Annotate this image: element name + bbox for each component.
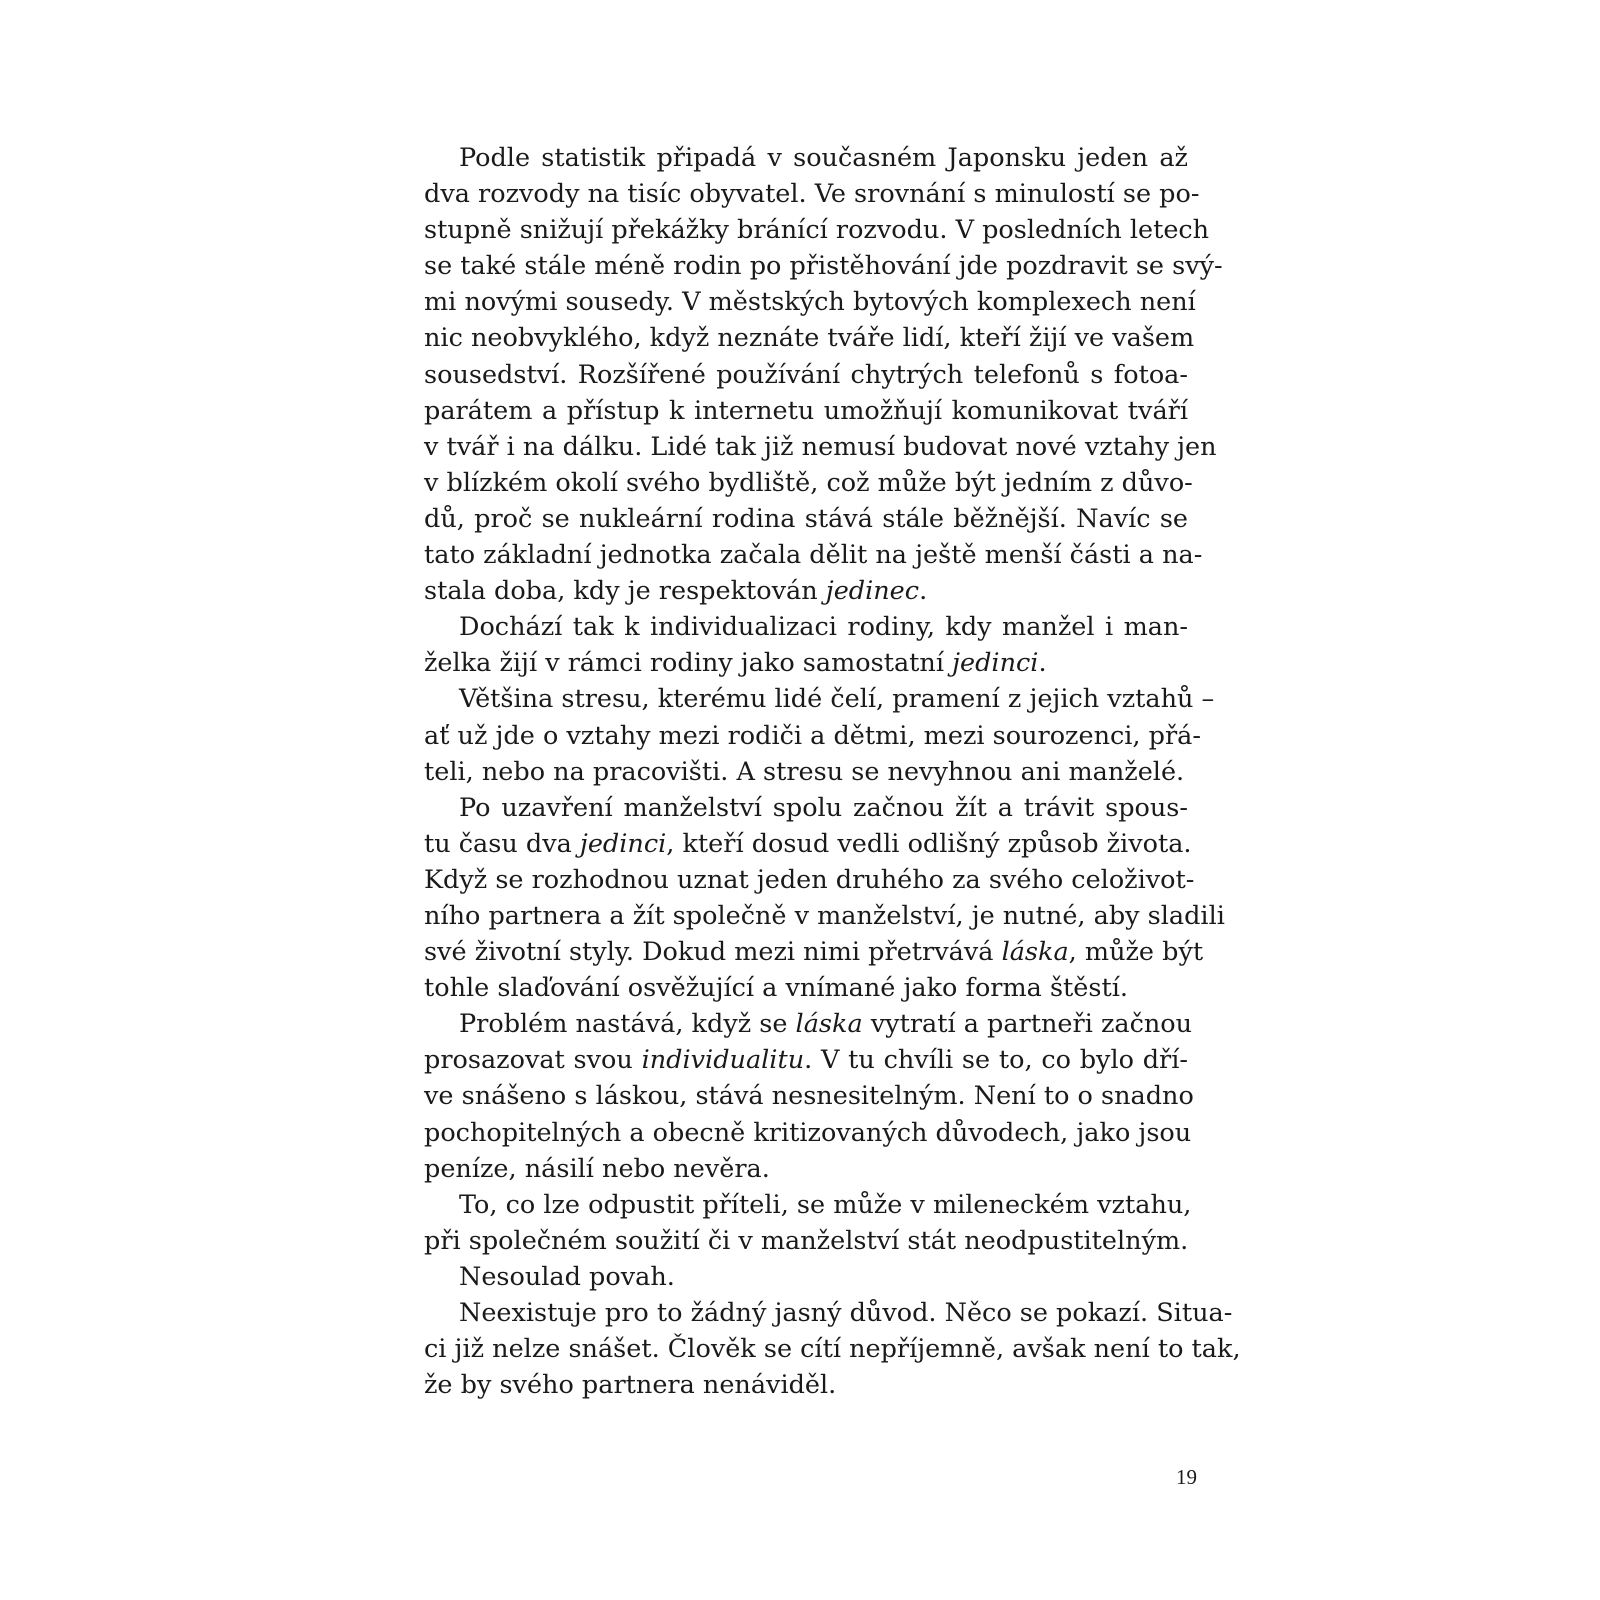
text-run: stupně snižují překážky bránící rozvodu. V posledních letech	[424, 215, 1210, 246]
text-line	[424, 609, 1188, 645]
text-line	[424, 1042, 1188, 1078]
text-line	[424, 176, 1200, 212]
text-run: To, co lze odpustit příteli, se může v mileneckém vztahu,	[459, 1189, 1192, 1220]
text-run: teli, nebo na pracovišti. A stresu se nevyhnou ani manželé.	[424, 756, 1185, 787]
text-line	[424, 1331, 1241, 1367]
text-run: ního partnera a žít společně v manželství, je nutné, aby sladili	[424, 900, 1225, 931]
text-run: , kteří dosud vedli odlišný způsob života.	[666, 828, 1192, 859]
text-run: , může být	[1068, 937, 1204, 968]
text-run: peníze, násilí nebo nevěra.	[424, 1153, 770, 1184]
text-run: pochopitelných a obecně kritizovaných důvodech, jako jsou	[424, 1117, 1192, 1148]
text-run: se také stále méně rodin po přistěhování jde pozdravit se svý-	[424, 251, 1223, 282]
text-line	[424, 248, 1223, 284]
text-line	[424, 862, 1195, 898]
text-line	[424, 320, 1195, 356]
text-line	[424, 393, 1188, 429]
text-run: tohle slaďování osvěžující a vnímané jako forma štěstí.	[424, 973, 1128, 1004]
italic-term: jedinci	[952, 648, 1039, 679]
text-run: v blízkém okolí svého bydliště, což může být jedním z důvo-	[424, 467, 1193, 498]
italic-term: láska	[1001, 937, 1069, 968]
text-line	[424, 645, 1188, 681]
text-line	[424, 429, 1217, 465]
text-line	[424, 284, 1196, 320]
text-line	[424, 1295, 1233, 1331]
text-run: že by svého partnera nenáviděl.	[424, 1370, 837, 1401]
text-line	[424, 934, 1204, 970]
paragraph	[424, 140, 1223, 609]
paragraph	[424, 1295, 1241, 1403]
page-number: 19	[1176, 1465, 1197, 1489]
text-run: ve snášeno s láskou, stává nesnesitelným. Není to o snadno	[424, 1081, 1194, 1112]
text-run: Problém nastává, když se	[459, 1009, 796, 1040]
text-line	[424, 573, 1188, 609]
text-run: želka žijí v rámci rodiny jako samostatní	[424, 648, 953, 679]
text-line	[424, 1151, 1188, 1187]
paragraph	[424, 1006, 1194, 1186]
text-line	[424, 1367, 1188, 1403]
text-run: v tvář i na dálku. Lidé tak již nemusí budovat nové vztahy jen	[424, 431, 1217, 462]
italic-term: jedinec	[825, 576, 920, 607]
text-run: Neexistuje pro to žádný jasný důvod. Něco se pokazí. Situa-	[459, 1298, 1233, 1328]
paragraph	[424, 609, 1188, 681]
text-run: Když se rozhodnou uznat jeden druhého za svého celoživot-	[424, 864, 1195, 895]
paragraph	[424, 681, 1215, 789]
text-run: sousedství. Rozšířené používání chytrých telefonů s fotoa-	[424, 359, 1188, 390]
text-line	[424, 1223, 1188, 1259]
text-line	[424, 681, 1215, 717]
text-run: Většina stresu, kterému lidé čelí, pramení z jejich vztahů –	[459, 684, 1215, 715]
text-run: nic neobvyklého, když neznáte tváře lidí, kteří žijí ve vašem	[424, 323, 1195, 354]
text-line	[424, 537, 1203, 573]
text-run: ať už jde o vztahy mezi rodiči a dětmi, mezi sourozenci, přá-	[424, 720, 1201, 751]
text-run: tu času dva	[424, 828, 580, 859]
text-run: tato základní jednotka začala dělit na ještě menší části a na-	[424, 540, 1203, 571]
text-run: Po uzavření manželství spolu začnou žít a trávit spous-	[459, 792, 1188, 823]
text-line	[424, 1078, 1194, 1114]
text-run: Dochází tak k individualizaci rodiny, kdy manžel i man-	[459, 612, 1188, 643]
text-line	[424, 1115, 1192, 1151]
text-line	[424, 718, 1201, 754]
text-run: parátem a přístup k internetu umožňují komunikovat tváří	[424, 395, 1188, 426]
text-run: své životní styly. Dokud mezi nimi přetrvává	[424, 937, 1002, 968]
text-run: stala doba, kdy je respektován	[424, 576, 826, 607]
paragraph	[424, 1187, 1192, 1259]
text-run: při společném soužití či v manželství stát neodpustitelným.	[424, 1225, 1189, 1256]
text-line	[424, 1187, 1192, 1223]
text-run: vytratí a partneři začnou	[862, 1009, 1193, 1040]
text-line	[424, 1006, 1193, 1042]
text-line	[424, 970, 1188, 1006]
text-line	[424, 898, 1225, 934]
text-run: dva rozvody na tisíc obyvatel. Ve srovnání s minulostí se po-	[424, 179, 1200, 210]
text-line	[424, 212, 1210, 248]
italic-term: individualitu	[641, 1045, 805, 1076]
text-line	[424, 754, 1188, 790]
text-run: mi novými sousedy. V městských bytových komplexech není	[424, 287, 1196, 318]
text-run: .	[919, 576, 928, 607]
text-run: ci již nelze snášet. Člověk se cítí nepříjemně, avšak není to tak,	[424, 1334, 1241, 1365]
text-line	[424, 140, 1188, 176]
text-run: .	[1038, 648, 1047, 679]
text-line	[424, 465, 1193, 501]
text-run: dů, proč se nukleární rodina stává stále běžnější. Navíc se	[424, 503, 1188, 534]
text-run: prosazovat svou	[424, 1045, 642, 1076]
text-run: . V tu chvíli se to, co bylo dří-	[804, 1045, 1188, 1076]
text-line	[424, 826, 1192, 862]
paragraph	[424, 790, 1225, 1007]
text-run: Podle statistik připadá v současném Japonsku jeden až	[459, 143, 1188, 173]
paragraph	[424, 1259, 1188, 1295]
text-run: Nesoulad povah.	[459, 1261, 675, 1292]
text-line	[424, 790, 1188, 826]
italic-term: jedinci	[579, 828, 667, 859]
text-line	[424, 1259, 1188, 1295]
text-line	[424, 357, 1188, 393]
body-text	[424, 140, 1241, 1403]
text-line	[424, 501, 1188, 537]
italic-term: láska	[795, 1009, 863, 1040]
